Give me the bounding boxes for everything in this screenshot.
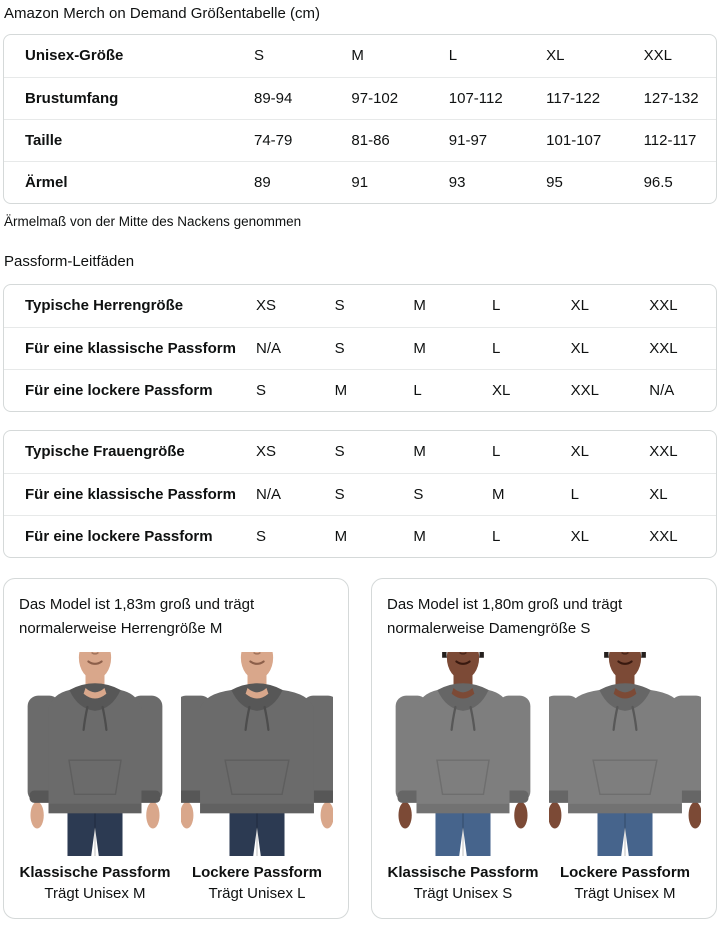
size-cell: 96.5 [619, 161, 716, 203]
size-cell: 93 [424, 161, 521, 203]
size-cell: 107-112 [424, 77, 521, 119]
female-classic-fit-figure [387, 652, 539, 902]
fit-label: Klassische Passform [387, 863, 539, 881]
male-model-card [3, 578, 349, 919]
size-cell: 91 [326, 161, 423, 203]
unisex-size-table [3, 34, 717, 204]
row-label: Für eine klassische Passform [4, 473, 244, 515]
size-cell: M [401, 515, 480, 557]
size-cell: 117-122 [521, 77, 618, 119]
table-row [4, 161, 716, 203]
size-column-header: XXL [643, 47, 672, 65]
size-cell: L [480, 515, 559, 557]
size-column-header: M [351, 47, 364, 65]
size-cell: S [244, 515, 323, 557]
table-row [4, 369, 716, 411]
model-cards [3, 578, 717, 919]
size-cell: 112-117 [619, 119, 716, 161]
size-column-header: S [254, 47, 265, 65]
size-cell: XL [570, 443, 589, 461]
size-column-header: XL [546, 47, 565, 65]
table-row [4, 327, 716, 369]
size-cell: XL [637, 473, 716, 515]
table-row [4, 119, 716, 161]
female-loose-fit-figure [549, 652, 701, 902]
worn-size-label: Trägt Unisex M [574, 884, 676, 902]
row-label: Ärmel [4, 161, 229, 203]
size-cell: XL [559, 515, 638, 557]
worn-size-label: Trägt Unisex M [44, 884, 146, 902]
size-cell: 127-132 [619, 77, 716, 119]
model-description: Das Model ist 1,80m groß und trägt normalerweise Damengröße S [387, 596, 623, 638]
table-row [4, 473, 716, 515]
womens-fit-table [3, 430, 717, 558]
size-cell: L [401, 369, 480, 411]
fit-label: Klassische Passform [19, 863, 171, 881]
female-model-card [371, 578, 717, 919]
row-label: Taille [4, 119, 229, 161]
size-cell: N/A [637, 369, 716, 411]
size-cell: L [559, 473, 638, 515]
size-cell: S [244, 369, 323, 411]
size-cell: N/A [244, 327, 323, 369]
male-loose-fit-figure [181, 652, 333, 902]
fit-guides-title: Passform-Leitfäden [4, 253, 135, 270]
worn-size-label: Trägt Unisex L [208, 884, 306, 902]
size-cell: XL [570, 297, 589, 315]
size-cell: L [480, 327, 559, 369]
row-label: Für eine lockere Passform [4, 515, 244, 557]
female-model-classic-photo [387, 652, 539, 856]
size-cell: S [323, 473, 402, 515]
size-cell: S [334, 297, 345, 315]
fit-label: Lockere Passform [559, 863, 691, 881]
row-label: Für eine klassische Passform [4, 327, 244, 369]
size-cell: 91-97 [424, 119, 521, 161]
row-label: Unisex-Größe [25, 47, 124, 65]
size-cell: 97-102 [326, 77, 423, 119]
size-cell: S [401, 473, 480, 515]
size-cell: M [323, 515, 402, 557]
size-cell: XXL [649, 443, 678, 461]
size-cell: XXL [637, 515, 716, 557]
table-row [4, 515, 716, 557]
male-model-classic-photo [19, 652, 171, 856]
page-title: Amazon Merch on Demand Größentabelle (cm) [4, 5, 320, 22]
size-cell: 89 [229, 161, 326, 203]
size-cell: N/A [244, 473, 323, 515]
size-cell: XL [559, 327, 638, 369]
size-cell: XXL [637, 327, 716, 369]
size-cell: 89-94 [229, 77, 326, 119]
size-cell: XS [256, 443, 277, 461]
size-cell: M [401, 327, 480, 369]
size-cell: L [491, 443, 501, 461]
table-header-row [4, 35, 716, 77]
size-cell: XS [256, 297, 277, 315]
size-cell: 95 [521, 161, 618, 203]
table-row [4, 431, 716, 473]
size-cell: XL [480, 369, 559, 411]
mens-fit-table [3, 284, 717, 412]
size-cell: S [323, 327, 402, 369]
worn-size-label: Trägt Unisex S [413, 884, 513, 902]
size-cell: 101-107 [521, 119, 618, 161]
size-cell: XXL [649, 297, 678, 315]
row-label: Typische Frauengröße [25, 443, 185, 461]
sleeve-measure-note: Ärmelmaß von der Mitte des Nackens genommen [4, 214, 302, 229]
size-cell: M [413, 297, 426, 315]
size-cell: L [491, 297, 501, 315]
size-cell: 74-79 [229, 119, 326, 161]
table-row [4, 77, 716, 119]
table-row [4, 285, 716, 327]
model-description: Das Model ist 1,83m groß und trägt normalerweise Herrengröße M [19, 596, 255, 638]
size-cell: M [413, 443, 426, 461]
male-classic-fit-figure [19, 652, 171, 902]
size-cell: 81-86 [326, 119, 423, 161]
male-model-loose-photo [181, 652, 333, 856]
fit-label: Lockere Passform [191, 863, 323, 881]
size-cell: XXL [559, 369, 638, 411]
size-cell: M [323, 369, 402, 411]
size-cell: M [480, 473, 559, 515]
size-cell: S [334, 443, 345, 461]
row-label: Für eine lockere Passform [4, 369, 244, 411]
row-label: Brustumfang [4, 77, 229, 119]
female-model-loose-photo [549, 652, 701, 856]
row-label: Typische Herrengröße [25, 297, 184, 315]
size-column-header: L [448, 47, 458, 65]
